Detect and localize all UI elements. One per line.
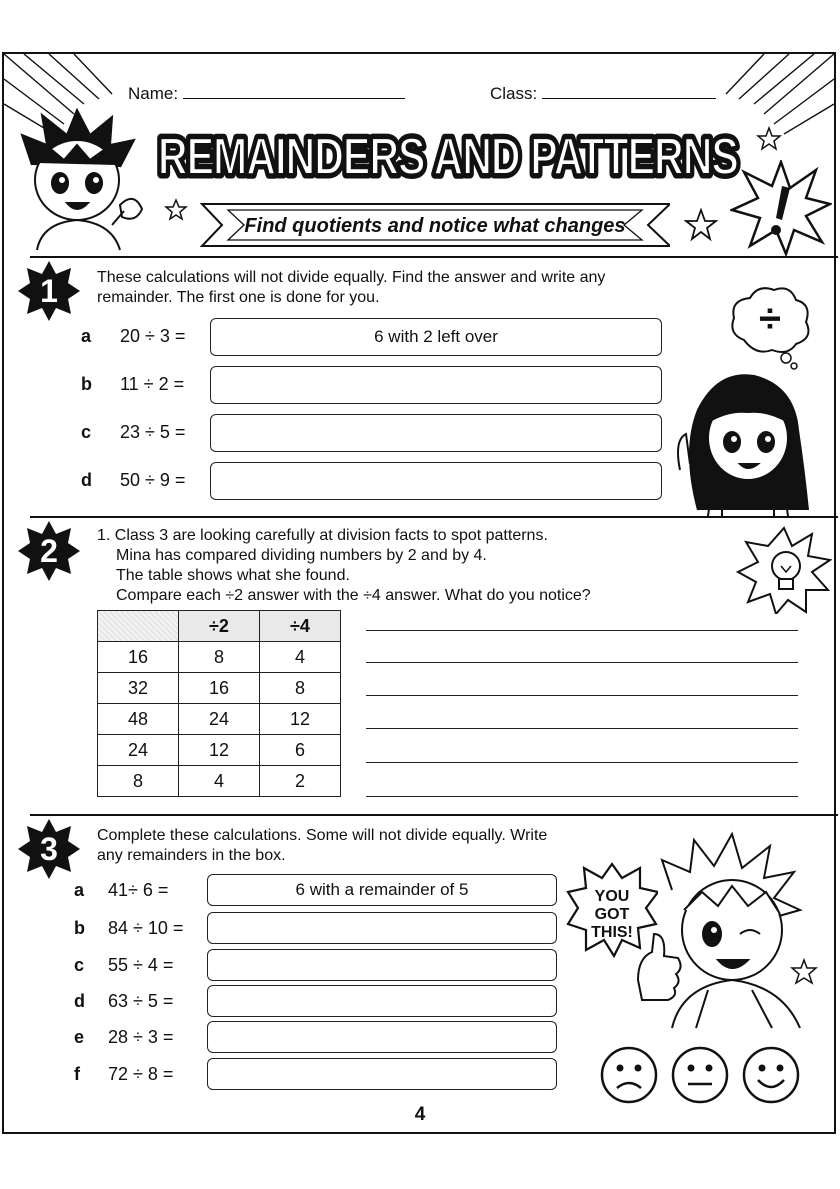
class-field[interactable] (490, 84, 716, 104)
question-label: a (81, 326, 92, 346)
name-field[interactable] (128, 84, 405, 104)
question-text: 28 ÷ 3 = (108, 1027, 174, 1047)
answer-box[interactable] (207, 1021, 557, 1053)
svg-text:2: 2 (40, 533, 58, 569)
page-number: 4 (414, 1104, 426, 1125)
answer-writing-line[interactable] (366, 630, 798, 631)
table-cell: 32 (98, 673, 179, 704)
answer-writing-line[interactable] (366, 796, 798, 797)
answer-box[interactable] (207, 949, 557, 981)
question-label: b (74, 918, 85, 938)
answer-writing-line[interactable] (366, 762, 798, 763)
answer-box[interactable] (207, 912, 557, 944)
question-text: 11 ÷ 2 = (120, 374, 185, 394)
table-row (98, 642, 341, 673)
sad-face-icon[interactable] (600, 1046, 658, 1104)
answer-box[interactable] (207, 985, 557, 1017)
boy-thumbs-up-illustration (632, 830, 818, 1030)
section-3-badge (18, 818, 80, 880)
section-divider (30, 814, 838, 816)
girl-pointing-illustration (668, 360, 818, 516)
answer-writing-line[interactable] (366, 728, 798, 729)
svg-text:REMAINDERS AND PATTERNS: REMAINDERS AND PATTERNS (158, 128, 738, 186)
question-text: 23 ÷ 5 = (120, 422, 186, 442)
table-cell: 8 (179, 642, 260, 673)
answer-box[interactable]: 6 with 2 left over (210, 318, 662, 356)
instruction-line: Mina has compared dividing numbers by 2 and by 4. (116, 547, 487, 564)
instruction-line: Compare each ÷2 answer with the ÷4 answer. What do you notice? (116, 587, 591, 604)
table-row (98, 735, 341, 766)
happy-face-icon[interactable] (742, 1046, 800, 1104)
svg-text:1: 1 (40, 273, 58, 309)
division-thought-cloud (724, 282, 814, 370)
exclamation-burst-icon (730, 160, 832, 256)
question-text: 50 ÷ 9 = (120, 470, 186, 490)
table-cell: 16 (98, 642, 179, 673)
question-text: 84 ÷ 10 = (108, 918, 184, 938)
table-cell: 2 (260, 766, 341, 797)
question-text: 41÷ 6 = (108, 880, 169, 900)
svg-text:3: 3 (40, 831, 58, 867)
title-text: REMAINDERS AND PATTERNS (158, 128, 738, 186)
table-cell: 12 (260, 704, 341, 735)
division-table (97, 610, 341, 797)
question-label: c (74, 955, 85, 975)
answer-box[interactable] (210, 462, 662, 500)
instruction-line: The table shows what she found. (116, 567, 350, 584)
answer-box[interactable] (210, 414, 662, 452)
table-cell: 16 (179, 673, 260, 704)
lightbulb-burst-icon (736, 526, 832, 614)
star-icon (684, 208, 718, 242)
table-cell: 48 (98, 704, 179, 735)
name-label: Name: (128, 84, 179, 103)
table-cell: 8 (98, 766, 179, 797)
section-2-badge (18, 520, 80, 582)
question-text: 63 ÷ 5 = (108, 991, 174, 1011)
table-cell: 4 (260, 642, 341, 673)
table-cell: 12 (179, 735, 260, 766)
instruction-line: 1. Class 3 are looking carefully at division facts to spot patterns. (97, 527, 548, 544)
subtitle-text: Find quotients and notice what changes (244, 215, 626, 237)
table-row (98, 704, 341, 735)
section-2-instruction (97, 526, 717, 606)
subtitle-ribbon (200, 200, 670, 250)
table-cell: 4 (179, 766, 260, 797)
section-3-instruction: Complete these calculations. Some will not divide equally. Write any remainders in the box. (97, 827, 548, 864)
speech-burst-text: YOU GOT THIS! (591, 888, 633, 941)
question-label: f (74, 1064, 80, 1084)
question-label: c (81, 422, 92, 442)
table-cell: 24 (179, 704, 260, 735)
star-icon (790, 958, 818, 986)
section-divider (30, 516, 838, 518)
class-line[interactable] (542, 84, 716, 99)
answer-writing-line[interactable] (366, 662, 798, 663)
worksheet-title (150, 118, 746, 190)
question-text: 20 ÷ 3 = (120, 326, 186, 346)
answer-writing-line[interactable] (366, 695, 798, 696)
star-icon (756, 126, 782, 152)
table-header-div2: ÷2 (179, 611, 260, 642)
question-label: a (74, 880, 85, 900)
answer-box[interactable] (207, 1058, 557, 1090)
question-text: 72 ÷ 8 = (108, 1064, 174, 1084)
table-row (98, 766, 341, 797)
question-label: d (81, 470, 92, 490)
table-cell: 8 (260, 673, 341, 704)
question-label: e (74, 1027, 85, 1047)
table-header-div4: ÷4 (260, 611, 341, 642)
name-line[interactable] (183, 84, 405, 99)
table-header-blank (98, 611, 179, 642)
star-icon (164, 198, 188, 222)
section-divider (30, 256, 838, 258)
table-row (98, 673, 341, 704)
answer-box[interactable] (210, 366, 662, 404)
section-1-instruction: These calculations will not divide equally. Find the answer and write any remainder. The first one is done for you. (97, 269, 606, 306)
section-1-badge (18, 260, 80, 322)
boy-cheering-illustration (12, 105, 152, 255)
question-label: d (74, 991, 85, 1011)
table-cell: 24 (98, 735, 179, 766)
neutral-face-icon[interactable] (671, 1046, 729, 1104)
question-text: 55 ÷ 4 = (108, 955, 174, 975)
question-label: b (81, 374, 92, 394)
division-symbol-icon: ÷ (759, 297, 781, 341)
answer-box[interactable]: 6 with a remainder of 5 (207, 874, 557, 906)
table-cell: 6 (260, 735, 341, 766)
class-label: Class: (490, 84, 538, 103)
